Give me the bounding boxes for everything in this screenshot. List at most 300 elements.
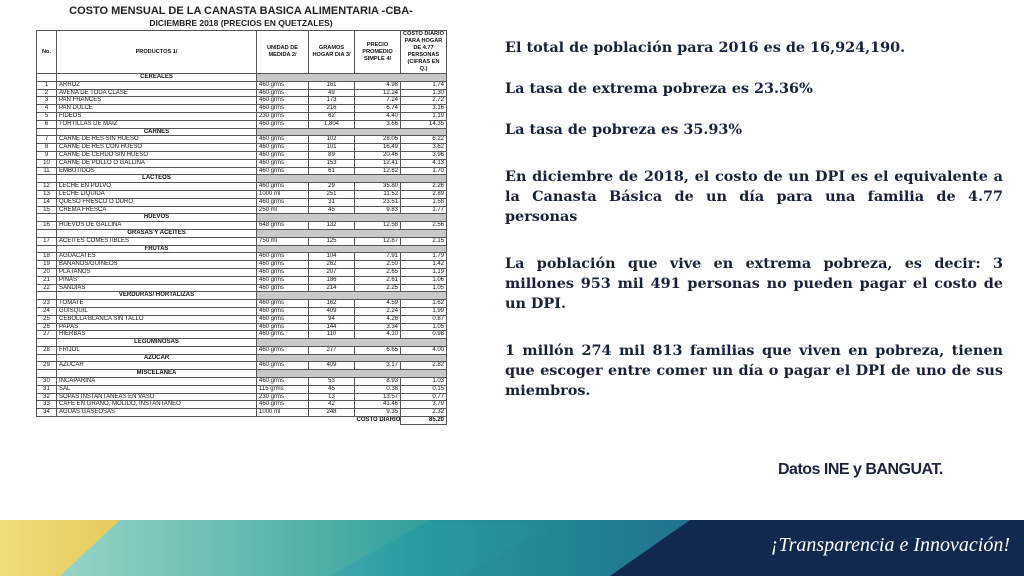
row-product: ARROZ	[57, 81, 257, 89]
section-title: GRASAS Y ACEITES	[57, 229, 257, 237]
extreme-poverty-rate: La tasa de extrema pobreza es 23.36%	[505, 80, 813, 97]
row-unit: 648 grms	[257, 222, 309, 230]
row-product: HUEVOS DE GALLINA	[57, 222, 257, 230]
section-shade	[257, 339, 447, 347]
row-price: 8.93	[355, 378, 401, 386]
row-no: 5	[37, 112, 57, 120]
table-row	[37, 323, 447, 331]
row-grams: 61	[309, 167, 355, 175]
row-no: 25	[37, 315, 57, 323]
row-product: CREMA FRESCA	[57, 206, 257, 214]
table-subtitle: DICIEMBRE 2018 (PRECIOS EN QUETZALES)	[149, 18, 333, 28]
table-row	[37, 97, 447, 105]
cba-table-panel	[36, 4, 446, 520]
row-cost: 1.06	[401, 276, 447, 284]
row-price: 7.24	[355, 97, 401, 105]
row-grams: 31	[309, 198, 355, 206]
row-product: GÜISQUIL	[57, 307, 257, 315]
table-row	[37, 81, 447, 89]
row-cost: 3.96	[401, 151, 447, 159]
row-cost: 1.30	[401, 89, 447, 97]
row-grams: 29	[309, 183, 355, 191]
row-unit: 460 grms	[257, 307, 309, 315]
row-no: 27	[37, 331, 57, 339]
row-unit: 115 grms	[257, 385, 309, 393]
row-unit: 460 grms	[257, 89, 309, 97]
row-product: LECHE LIQUIDA	[57, 190, 257, 198]
table-row	[37, 151, 447, 159]
row-unit: 460 grms	[257, 362, 309, 370]
dpi-cost-paragraph: En diciembre de 2018, el costo de un DPI es el equivalente a la Canasta Básica de un día para una familia de 4.77 personas	[505, 168, 1003, 225]
table-row	[37, 237, 447, 245]
row-price: 9.35	[355, 409, 401, 417]
row-price: 12.24	[355, 89, 401, 97]
row-price: 2.24	[355, 307, 401, 315]
section-shade	[257, 245, 447, 253]
row-product: PAPAS	[57, 323, 257, 331]
row-no: 30	[37, 378, 57, 386]
footer-slogan: ¡Transparencia e Innovación!	[770, 534, 1010, 556]
header-grams: GRAMOS HOGAR DIA 3/	[309, 31, 355, 74]
population-stat: El total de población para 2016 es de 16,924,190.	[505, 39, 906, 56]
section-shade	[257, 128, 447, 136]
row-product: INCAPARINA	[57, 378, 257, 386]
row-cost: 6.22	[401, 136, 447, 144]
row-grams: 144	[309, 323, 355, 331]
row-product: CAFÉ EN GRANO, MOLIDO, INSTANTANEO	[57, 401, 257, 409]
header-product: PRODUCTOS 1/	[57, 31, 257, 74]
section-row	[37, 339, 447, 347]
row-unit: 460 grms	[257, 284, 309, 292]
row-unit: 750 ml	[257, 237, 309, 245]
row-grams: 102	[309, 136, 355, 144]
table-row	[37, 183, 447, 191]
extreme-poverty-paragraph: La población que vive en extrema pobreza, es decir: 3 millones 953 mil 491 personas no pueden pagar el costo de un DPI.	[505, 255, 1003, 312]
row-grams: 101	[309, 144, 355, 152]
table-row	[37, 136, 447, 144]
table-row	[37, 276, 447, 284]
row-product: FIDEOS	[57, 112, 257, 120]
row-no: 10	[37, 159, 57, 167]
section-row	[37, 74, 447, 82]
table-title: COSTO MENSUAL DE LA CANASTA BASICA ALIMENTARIA -CBA-	[69, 5, 413, 17]
row-cost: 0.15	[401, 385, 447, 393]
row-unit: 460 grms	[257, 300, 309, 308]
row-grams: 132	[309, 222, 355, 230]
row-no: 3	[37, 97, 57, 105]
row-product: AVENA DE TODA CLASE	[57, 89, 257, 97]
row-cost: 3.16	[401, 105, 447, 113]
table-header-row	[37, 31, 447, 74]
row-unit: 460 grms	[257, 331, 309, 339]
table-row	[37, 261, 447, 269]
section-row	[37, 214, 447, 222]
row-price: 12.58	[355, 222, 401, 230]
row-grams: 409	[309, 307, 355, 315]
row-product: AZÚCAR	[57, 362, 257, 370]
row-unit: 230 grms	[257, 393, 309, 401]
table-row	[37, 307, 447, 315]
section-title: HUEVOS	[57, 214, 257, 222]
row-product: BANANOS/GUINEOS	[57, 261, 257, 269]
table-row	[37, 253, 447, 261]
row-grams: 277	[309, 346, 355, 354]
table-row	[37, 222, 447, 230]
row-price: 0.38	[355, 385, 401, 393]
table-row	[37, 393, 447, 401]
row-cost: 2.56	[401, 222, 447, 230]
section-title: CEREALES	[57, 74, 257, 82]
row-product: SANDIAS	[57, 284, 257, 292]
row-product: EMBUTIDOS	[57, 167, 257, 175]
row-grams: 125	[309, 237, 355, 245]
row-price: 3.34	[355, 323, 401, 331]
section-title: CARNES	[57, 128, 257, 136]
data-source-credit: Datos INE y BANGUAT.	[778, 461, 943, 478]
row-no: 21	[37, 276, 57, 284]
row-price: 35.80	[355, 183, 401, 191]
row-price: 23.51	[355, 198, 401, 206]
row-no: 12	[37, 183, 57, 191]
row-unit: 460 grms	[257, 401, 309, 409]
row-no: 22	[37, 284, 57, 292]
row-no: 2	[37, 89, 57, 97]
row-grams: 251	[309, 190, 355, 198]
row-no: 7	[37, 136, 57, 144]
row-price: 16.49	[355, 144, 401, 152]
row-product: SAL	[57, 385, 257, 393]
row-grams: 214	[309, 284, 355, 292]
row-grams: 53	[309, 378, 355, 386]
row-unit: 460 grms	[257, 167, 309, 175]
row-no: 20	[37, 268, 57, 276]
section-blank-cell	[37, 214, 57, 222]
row-price: 7.91	[355, 253, 401, 261]
row-price: 11.52	[355, 190, 401, 198]
section-title: AZÚCAR	[57, 354, 257, 362]
row-grams: 262	[309, 261, 355, 269]
table-row	[37, 198, 447, 206]
row-cost: 1.58	[401, 198, 447, 206]
row-cost: 2.26	[401, 183, 447, 191]
row-cost: 0.77	[401, 393, 447, 401]
row-cost: 1.74	[401, 81, 447, 89]
table-row	[37, 190, 447, 198]
row-product: PAN FRANCÉS	[57, 97, 257, 105]
row-product: TORTILLAS DE MAIZ	[57, 120, 257, 128]
row-cost: 1.70	[401, 167, 447, 175]
section-row	[37, 370, 447, 378]
section-shade	[257, 175, 447, 183]
row-unit: 460 grms	[257, 144, 309, 152]
row-unit: 460 grms	[257, 323, 309, 331]
row-no: 24	[37, 307, 57, 315]
row-unit: 1000 ml	[257, 409, 309, 417]
row-price: 2.50	[355, 261, 401, 269]
row-grams: 110	[309, 331, 355, 339]
row-no: 14	[37, 198, 57, 206]
row-product: PAN DULCE	[57, 105, 257, 113]
row-price: 4.40	[355, 112, 401, 120]
total-spacer	[257, 417, 309, 425]
row-no: 6	[37, 120, 57, 128]
row-cost: 2.89	[401, 190, 447, 198]
row-grams: 45	[309, 385, 355, 393]
row-no: 4	[37, 105, 57, 113]
row-no: 33	[37, 401, 57, 409]
row-product: SOPAS INSTANTÁNEAS EN VASO	[57, 393, 257, 401]
row-product: PIÑAS	[57, 276, 257, 284]
row-cost: 2.15	[401, 237, 447, 245]
row-grams: 248	[309, 409, 355, 417]
row-no: 13	[37, 190, 57, 198]
row-no: 29	[37, 362, 57, 370]
row-cost: 1.79	[401, 253, 447, 261]
section-row	[37, 229, 447, 237]
row-cost: 3.79	[401, 401, 447, 409]
row-unit: 460 grms	[257, 253, 309, 261]
table-row	[37, 144, 447, 152]
table-row	[37, 331, 447, 339]
table-row	[37, 300, 447, 308]
row-cost: 2.32	[401, 409, 447, 417]
row-unit: 460 grms	[257, 198, 309, 206]
row-grams: 153	[309, 159, 355, 167]
row-price: 6.74	[355, 105, 401, 113]
total-value: 85.20	[401, 417, 447, 425]
row-cost: 1.42	[401, 261, 447, 269]
row-product: CARNE DE CERDO SIN HUESO	[57, 151, 257, 159]
row-product: HIERBAS	[57, 331, 257, 339]
row-cost: 1.03	[401, 378, 447, 386]
section-blank-cell	[37, 292, 57, 300]
row-grams: 1,804	[309, 120, 355, 128]
table-row	[37, 362, 447, 370]
section-blank-cell	[37, 128, 57, 136]
row-price: 4.10	[355, 331, 401, 339]
row-price: 12.82	[355, 167, 401, 175]
row-unit: 250 ml	[257, 206, 309, 214]
row-product: LECHE EN POLVO	[57, 183, 257, 191]
section-shade	[257, 214, 447, 222]
row-cost: 1.99	[401, 307, 447, 315]
table-row	[37, 385, 447, 393]
section-title: LÁCTEOS	[57, 175, 257, 183]
row-grams: 207	[309, 268, 355, 276]
row-no: 11	[37, 167, 57, 175]
row-price: 2.61	[355, 276, 401, 284]
row-no: 19	[37, 261, 57, 269]
table-row	[37, 167, 447, 175]
row-unit: 460 grms	[257, 183, 309, 191]
poverty-rate: La tasa de pobreza es 35.93%	[505, 121, 743, 138]
row-grams: 94	[309, 315, 355, 323]
row-price: 4.98	[355, 81, 401, 89]
row-no: 8	[37, 144, 57, 152]
row-grams: 216	[309, 105, 355, 113]
row-cost: 1.77	[401, 206, 447, 214]
row-product: CARNE DE RES CON HUESO	[57, 144, 257, 152]
total-spacer	[57, 417, 257, 425]
row-price: 9.83	[355, 206, 401, 214]
header-price: PRECIO PROMEDIO SIMPLE 4/	[355, 31, 401, 74]
row-unit: 460 grms	[257, 97, 309, 105]
section-shade	[257, 354, 447, 362]
row-cost: 1.19	[401, 268, 447, 276]
row-unit: 460 grms	[257, 81, 309, 89]
row-grams: 409	[309, 362, 355, 370]
row-product: PLÁTANOS	[57, 268, 257, 276]
row-grams: 186	[309, 276, 355, 284]
section-row	[37, 292, 447, 300]
row-cost: 1.19	[401, 112, 447, 120]
row-no: 18	[37, 253, 57, 261]
row-price: 12.41	[355, 159, 401, 167]
table-row	[37, 120, 447, 128]
row-no: 34	[37, 409, 57, 417]
row-price: 4.26	[355, 315, 401, 323]
row-grams: 13	[309, 393, 355, 401]
row-price: 4.59	[355, 300, 401, 308]
row-no: 16	[37, 222, 57, 230]
row-price: 3.17	[355, 362, 401, 370]
section-row	[37, 128, 447, 136]
row-unit: 460 grms	[257, 268, 309, 276]
row-product: TOMATE	[57, 300, 257, 308]
row-cost: 14.35	[401, 120, 447, 128]
table-row	[37, 89, 447, 97]
row-no: 23	[37, 300, 57, 308]
section-blank-cell	[37, 175, 57, 183]
total-label: COSTO DIARIO	[356, 417, 401, 424]
row-price: 6.65	[355, 346, 401, 354]
table-row	[37, 268, 447, 276]
row-product: AGUACATES	[57, 253, 257, 261]
row-product: CARNE DE RES SIN HUESO	[57, 136, 257, 144]
total-row	[37, 417, 447, 425]
table-row	[37, 112, 447, 120]
section-shade	[257, 370, 447, 378]
section-row	[37, 245, 447, 253]
section-shade	[257, 229, 447, 237]
table-row	[37, 159, 447, 167]
row-unit: 460 grms	[257, 105, 309, 113]
section-row	[37, 175, 447, 183]
row-product: QUESO FRESCO O DURO	[57, 198, 257, 206]
row-grams: 161	[309, 81, 355, 89]
section-shade	[257, 74, 447, 82]
row-unit: 460 grms	[257, 136, 309, 144]
cba-table	[36, 30, 447, 425]
header-unit: UNIDAD DE MEDIDA 2/	[257, 31, 309, 74]
row-price: 13.57	[355, 393, 401, 401]
row-grams: 162	[309, 300, 355, 308]
row-price: 3.66	[355, 120, 401, 128]
row-price: 20.46	[355, 151, 401, 159]
header-no: No.	[37, 31, 57, 74]
row-grams: 42	[309, 401, 355, 409]
row-cost: 4.13	[401, 159, 447, 167]
section-title: MISCELÁNEA	[57, 370, 257, 378]
section-row	[37, 354, 447, 362]
section-blank-cell	[37, 229, 57, 237]
row-grams: 49	[309, 89, 355, 97]
row-unit: 460 grms	[257, 151, 309, 159]
row-unit: 460 grms	[257, 276, 309, 284]
row-no: 26	[37, 323, 57, 331]
row-unit: 460 grms	[257, 159, 309, 167]
row-grams: 89	[309, 151, 355, 159]
row-no: 28	[37, 346, 57, 354]
row-price: 41.46	[355, 401, 401, 409]
row-unit: 460 grms	[257, 378, 309, 386]
row-product: CEBOLLA BLANCA SIN TALLO	[57, 315, 257, 323]
section-blank-cell	[37, 74, 57, 82]
row-cost: 0.98	[401, 331, 447, 339]
total-spacer	[309, 417, 355, 425]
row-cost: 1.62	[401, 300, 447, 308]
row-price: 12.87	[355, 237, 401, 245]
row-cost: 3.62	[401, 144, 447, 152]
table-body	[37, 74, 447, 425]
row-grams: 104	[309, 253, 355, 261]
table-row	[37, 284, 447, 292]
section-blank-cell	[37, 339, 57, 347]
row-grams: 62	[309, 112, 355, 120]
row-unit: 230 grms	[257, 112, 309, 120]
table-row	[37, 315, 447, 323]
table-row	[37, 346, 447, 354]
row-no: 32	[37, 393, 57, 401]
row-cost: 4.00	[401, 346, 447, 354]
section-title: LEGUMINOSAS	[57, 339, 257, 347]
row-unit: 460 grms	[257, 120, 309, 128]
section-shade	[257, 292, 447, 300]
summary-text	[505, 38, 1003, 401]
row-product: AGUAS GASEOSAS	[57, 409, 257, 417]
table-row	[37, 206, 447, 214]
row-price: 2.25	[355, 284, 401, 292]
row-unit: 1000 ml	[257, 190, 309, 198]
row-cost: 0.87	[401, 315, 447, 323]
row-product: FRIJOL	[57, 346, 257, 354]
row-no: 1	[37, 81, 57, 89]
table-row	[37, 409, 447, 417]
row-grams: 45	[309, 206, 355, 214]
row-no: 17	[37, 237, 57, 245]
table-row	[37, 378, 447, 386]
row-grams: 173	[309, 97, 355, 105]
row-product: CARNE DE POLLO O GALLINA	[57, 159, 257, 167]
row-unit: 460 grms	[257, 346, 309, 354]
table-row	[37, 401, 447, 409]
families-poverty-paragraph: 1 millón 274 mil 813 familias que viven en pobreza, tienen que escoger entre comer un día o pagar el DPI de uno de sus miembros.	[505, 342, 1003, 399]
header-cost: COSTO DIARIO PARA HOGAR DE 4.77 PERSONAS (CIFRAS EN Q.)	[401, 31, 447, 74]
row-price: 2.65	[355, 268, 401, 276]
section-title: FRUTAS	[57, 245, 257, 253]
row-unit: 460 grms	[257, 315, 309, 323]
table-row	[37, 105, 447, 113]
row-product: ACEITES COMESTIBLES	[57, 237, 257, 245]
total-spacer	[37, 417, 57, 425]
section-title: VERDURAS/ HORTALIZAS	[57, 292, 257, 300]
row-cost: 1.05	[401, 323, 447, 331]
section-blank-cell	[37, 354, 57, 362]
row-unit: 460 grms	[257, 261, 309, 269]
row-cost: 2.82	[401, 362, 447, 370]
row-cost: 1.05	[401, 284, 447, 292]
row-no: 31	[37, 385, 57, 393]
